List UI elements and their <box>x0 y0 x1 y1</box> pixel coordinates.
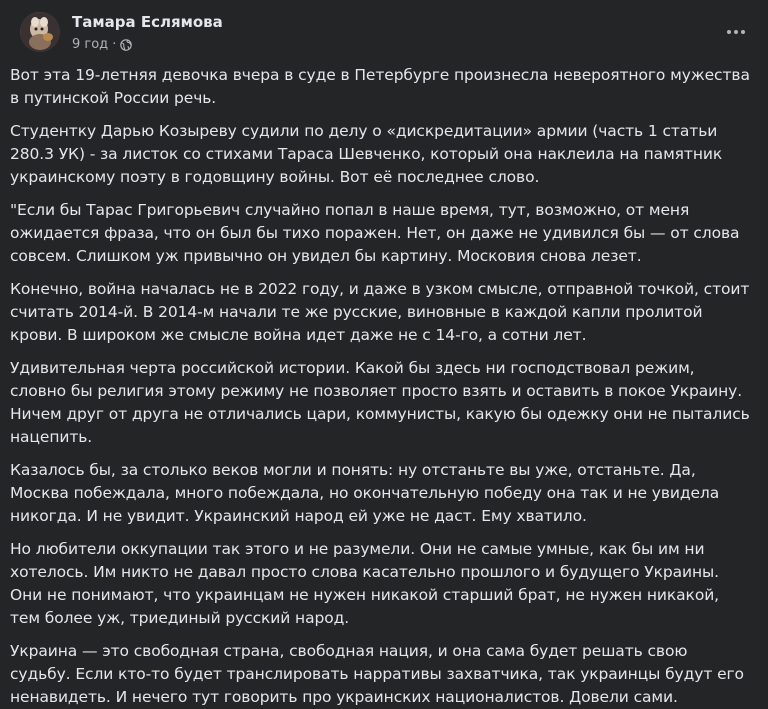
globe-icon[interactable] <box>120 39 132 51</box>
post-timestamp[interactable]: 9 год <box>72 37 109 52</box>
post-paragraph: Украина — это свободная страна, свободная нация, и она сама будет решать свою судьбу. Если кто-то будет транслировать нарративы захватчика, так украинцы будут его ненавидеть. И нечего тут говорить про украинских националистов. Довели сами. <box>10 642 744 706</box>
post-paragraph: Студентку Дарью Козыреву судили по делу о «дискредитации» армии (часть 1 статьи 280.3 УК) - за листок со стихами Тараса Шевченко, который она наклеила на памятник украинскому поэту в годовщину войны. Вот её последнее слово. <box>10 122 723 186</box>
post-paragraph: Но любители оккупации так этого и не разумели. Они не самые умные, как бы им ни хотелось. Им никто не давал просто слова касательно прошлого и будущего Украины. Они не понимают, что украинцам не нужен никакой старший брат, не нужен никакой, тем более уж, триединый русский народ. <box>10 540 720 627</box>
avatar[interactable] <box>20 12 60 52</box>
more-dot <box>741 30 745 34</box>
post-paragraph: Казалось бы, за столько веков могли и понять: ну отстаньте вы уже, отстаньте. Да, Москва побеждала, много побеждала, но окончательную победу она так и не увидела никогда. И не увидит. Украинский народ ей уже не даст. Ему хватило. <box>10 461 720 525</box>
post-paragraph: Вот эта 19-летняя девочка вчера в суде в Петербурге произнесла невероятного мужества в путинской России речь. <box>10 66 750 107</box>
post-header <box>10 0 758 64</box>
post-paragraph: Конечно, война началась не в 2022 году, и даже в узком смысле, отправной точкой, стоит считать 2014-й. В 2014-м начали те же русские, виновные в каждой капли пролитой крови. В широком же смысле война идет даже не с 14-го, а сотни лет. <box>10 280 750 344</box>
more-dot <box>734 30 738 34</box>
author-name[interactable]: Тамара Еслямова <box>72 13 223 31</box>
post-meta <box>72 37 132 52</box>
post-body <box>10 64 758 709</box>
post-paragraph: Удивительная черта российской истории. Какой бы здесь ни господствовал режим, словно бы религия этому режиму не позволяет просто взять и оставить в покое Украину. Ничем друг от друга не отличались цари, коммунисты, какую бы одежку они не пытались нацепить. <box>10 359 750 446</box>
avatar-image <box>20 12 60 52</box>
post-paragraph: "Если бы Тарас Григорьевич случайно попал в наше время, тут, возможно, от меня ожидается фраза, что он был бы тихо поражен. Нет, он даже не удивился бы — от слова совсем. Слишком уж привычно он увидел бы картину. Московия снова лезет. <box>10 201 740 265</box>
more-options-icon[interactable] <box>720 16 752 48</box>
meta-separator: · <box>112 37 117 52</box>
more-dot <box>727 30 731 34</box>
